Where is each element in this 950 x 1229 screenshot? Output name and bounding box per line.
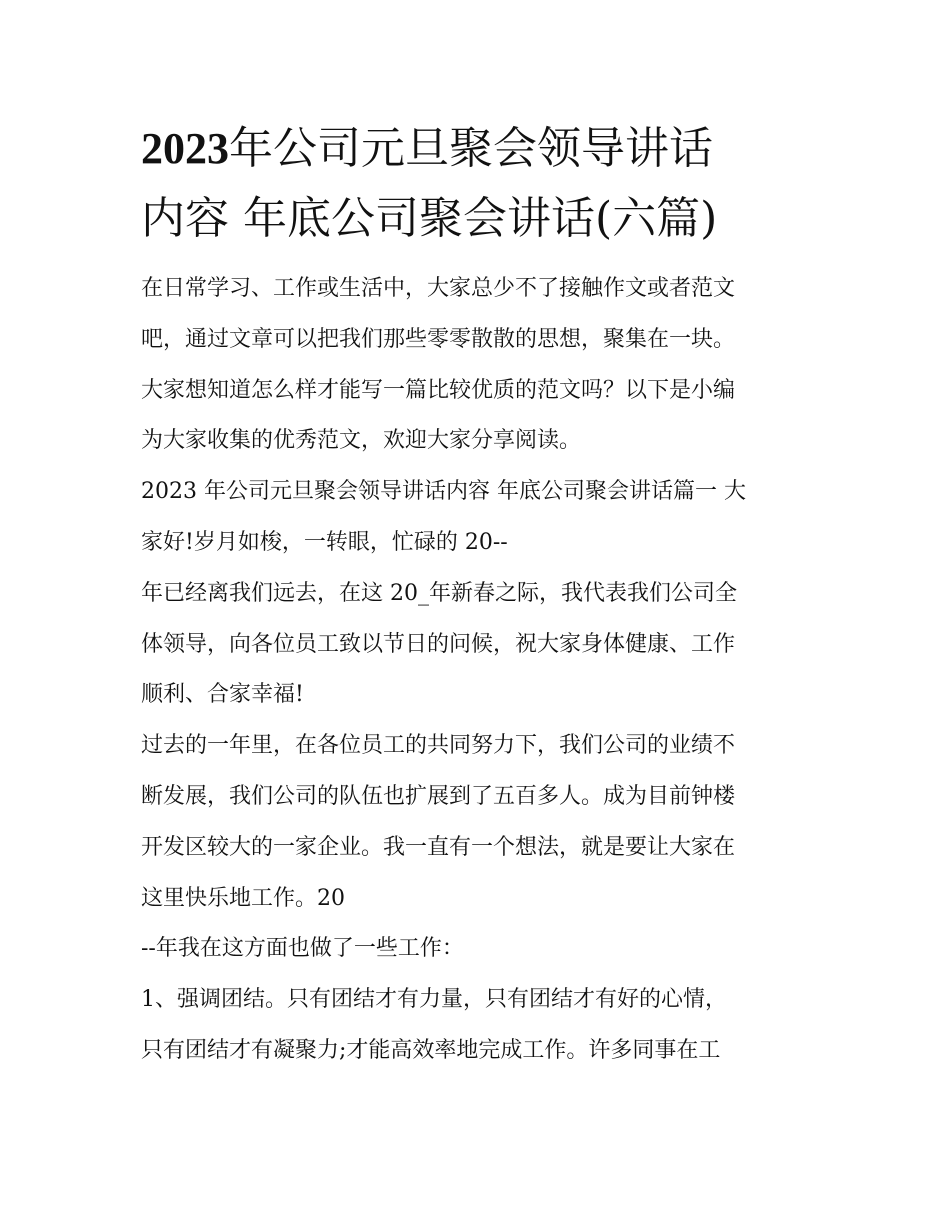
body-line: 2023 年公司元旦聚会领导讲话内容 年底公司聚会讲话篇一 大 [141,479,746,505]
body-line: 1、强调团结。只有团结才有力量，只有团结才有好的心情， [141,987,727,1013]
document-content [141,114,813,1077]
body-line: 只有团结才有凝聚力;才能高效率地完成工作。许多同事在工 [141,1037,721,1063]
body-line: 过去的一年里，在各位员工的共同努力下，我们公司的业绩不 [141,733,736,759]
body-line: 年已经离我们远去，在这 20_年新春之际，我代表我们公司全 [141,580,737,606]
title-year: 2023 [141,124,229,173]
body-line: --年我在这方面也做了一些工作： [141,936,464,962]
title-line-1 [141,114,813,184]
title-text-1: 年公司元旦聚会领导讲话 [229,123,713,174]
body-line: 断发展，我们公司的队伍也扩展到了五百多人。成为目前钟楼 [141,783,736,809]
body-line: 在日常学习、工作或生活中，大家总少不了接触作文或者范文 [141,276,736,301]
title-text-2: 内容 年底公司聚会讲话(六篇) [141,193,718,244]
body-line: 开发区较大的一家企业。我一直有一个想法，就是要让大家在 [141,834,736,860]
body-line: 这里快乐地工作。20 [141,885,345,911]
body-line: 吧，通过文章可以把我们那些零零散散的思想，聚集在一块。 [141,326,736,352]
body-text [141,264,813,1077]
body-line: 为大家收集的优秀范文，欢迎大家分享阅读。 [141,428,582,454]
body-line: 大家想知道怎么样才能写一篇比较优质的范文吗？以下是小编 [141,377,736,403]
document-title [141,114,813,254]
body-line: 顺利、合家幸福! [141,682,304,708]
title-line-2 [141,184,813,254]
body-line: 体领导，向各位员工致以节日的问候，祝大家身体健康、工作 [141,631,736,657]
body-line: 家好!岁月如梭，一转眼，忙碌的 20-- [141,529,508,555]
